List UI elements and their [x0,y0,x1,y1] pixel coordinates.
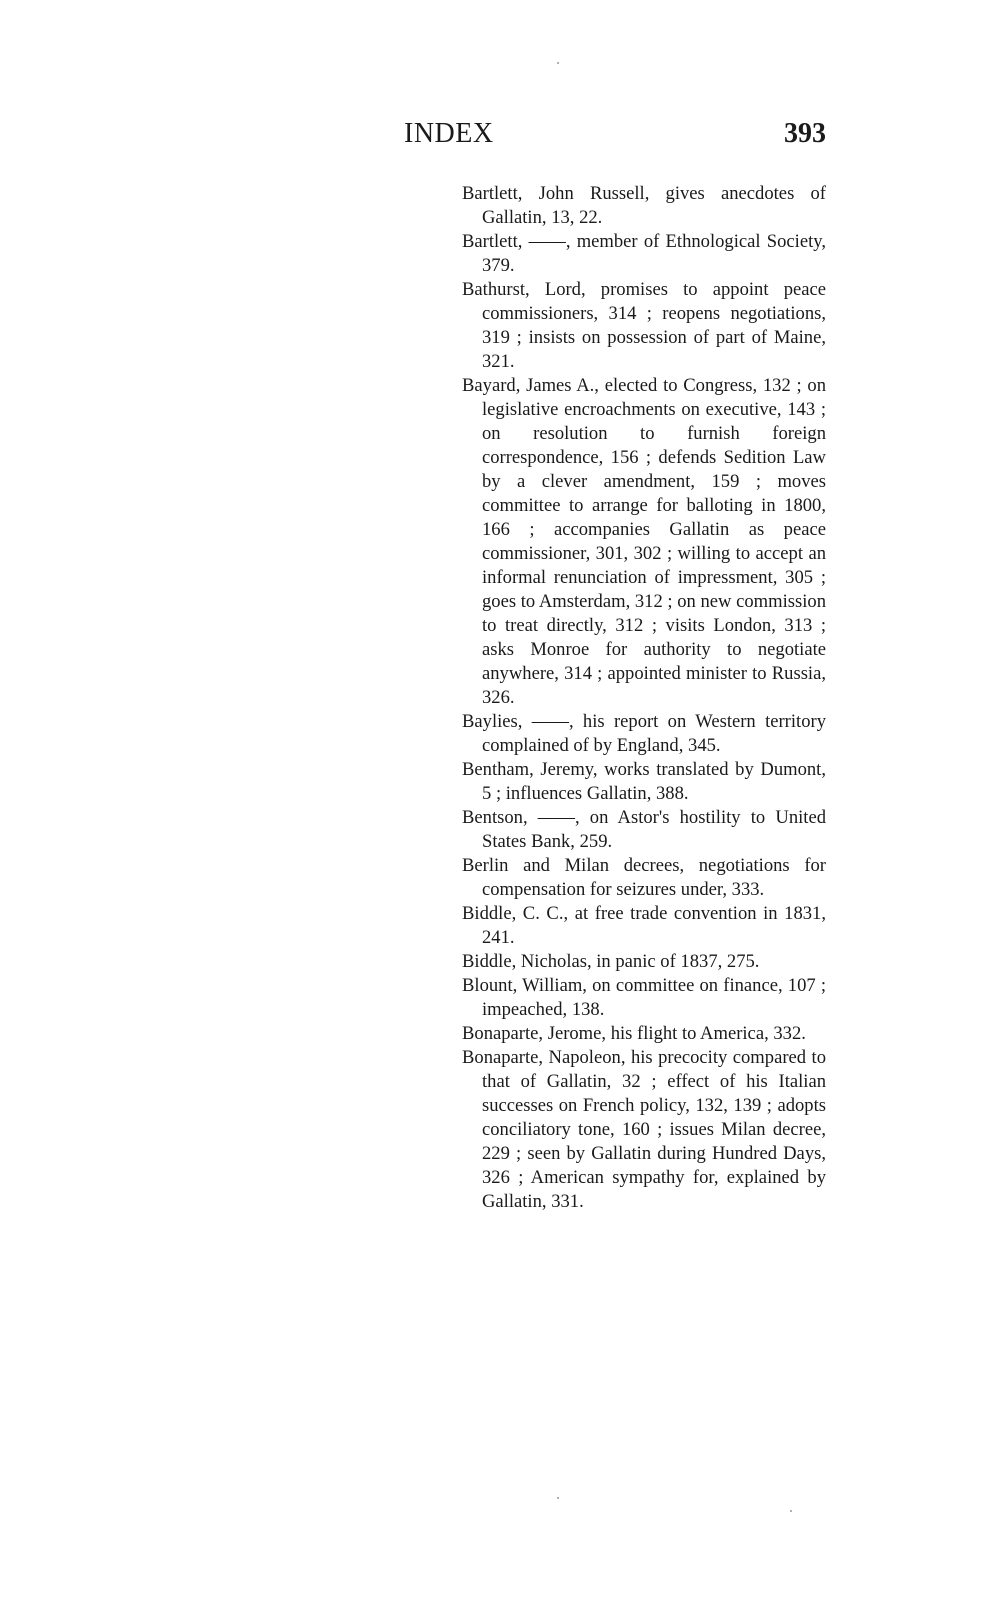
page-header [404,118,826,158]
index-entry-bonaparte-jerome: Bonaparte, Jerome, his flight to America, 332. [462,1023,806,1044]
index-entry-bonaparte-napoleon: Bonaparte, Napoleon, his precocity compared to that of Gallatin, 32 ; effect of his Italian successes on French policy, 132, 139 ; adopts conciliatory tone, 160 ; issues Milan decree, 229 ; seen by Gallatin during Hundred Days, 326 ; American sympathy for, explained by Gallatin, 331. [462,1047,826,1212]
index-entry-bentham: Bentham, Jeremy, works translated by Dumont, 5 ; influences Gallatin, 388. [462,759,826,804]
index-entry-bathurst: Bathurst, Lord, promises to appoint peace commissioners, 314 ; reopens negotiations, 319 ; insists on possession of part of Maine, 321. [462,279,826,372]
index-entry-bartlett: Bartlett, ——, member of Ethnological Society, 379. [462,231,826,276]
index-entry-blount: Blount, William, on committee on finance, 107 ; impeached, 138. [462,975,826,1020]
index-entry-bartlett-john: Bartlett, John Russell, gives anecdotes of Gallatin, 13, 22. [462,183,826,228]
index-entry-bentson: Bentson, ——, on Astor's hostility to United States Bank, 259. [462,807,826,852]
scan-speck [557,62,559,64]
index-entry-baylies: Baylies, ——, his report on Western territory complained of by England, 345. [462,711,826,756]
scan-speck [790,1510,792,1512]
index-column [462,182,826,1214]
index-entry-bayard: Bayard, James A., elected to Congress, 132 ; on legislative encroachments on executive, 143 ; on resolution to furnish foreign correspondence, 156 ; defends Sedition Law by a clever amendment, 159 ; moves committee to arrange for balloting in 1800, 166 ; accompanies Gallatin as peace commissioner, 301, 302 ; willing to accept an informal renunciation of impressment, 305 ; goes to Amsterdam, 312 ; on new commission to treat directly, 312 ; visits London, 313 ; asks Monroe for authority to negotiate anywhere, 314 ; appointed minister to Russia, 326. [462,375,826,708]
scan-speck [557,1497,559,1499]
index-entry-berlin-milan: Berlin and Milan decrees, negotiations for compensation for seizures under, 333. [462,855,826,900]
index-entry-biddle-cc: Biddle, C. C., at free trade convention in 1831, 241. [462,903,826,948]
page-number: 393 [784,118,826,149]
index-entry-biddle-nicholas: Biddle, Nicholas, in panic of 1837, 275. [462,951,760,972]
running-head-title: INDEX [404,118,494,149]
